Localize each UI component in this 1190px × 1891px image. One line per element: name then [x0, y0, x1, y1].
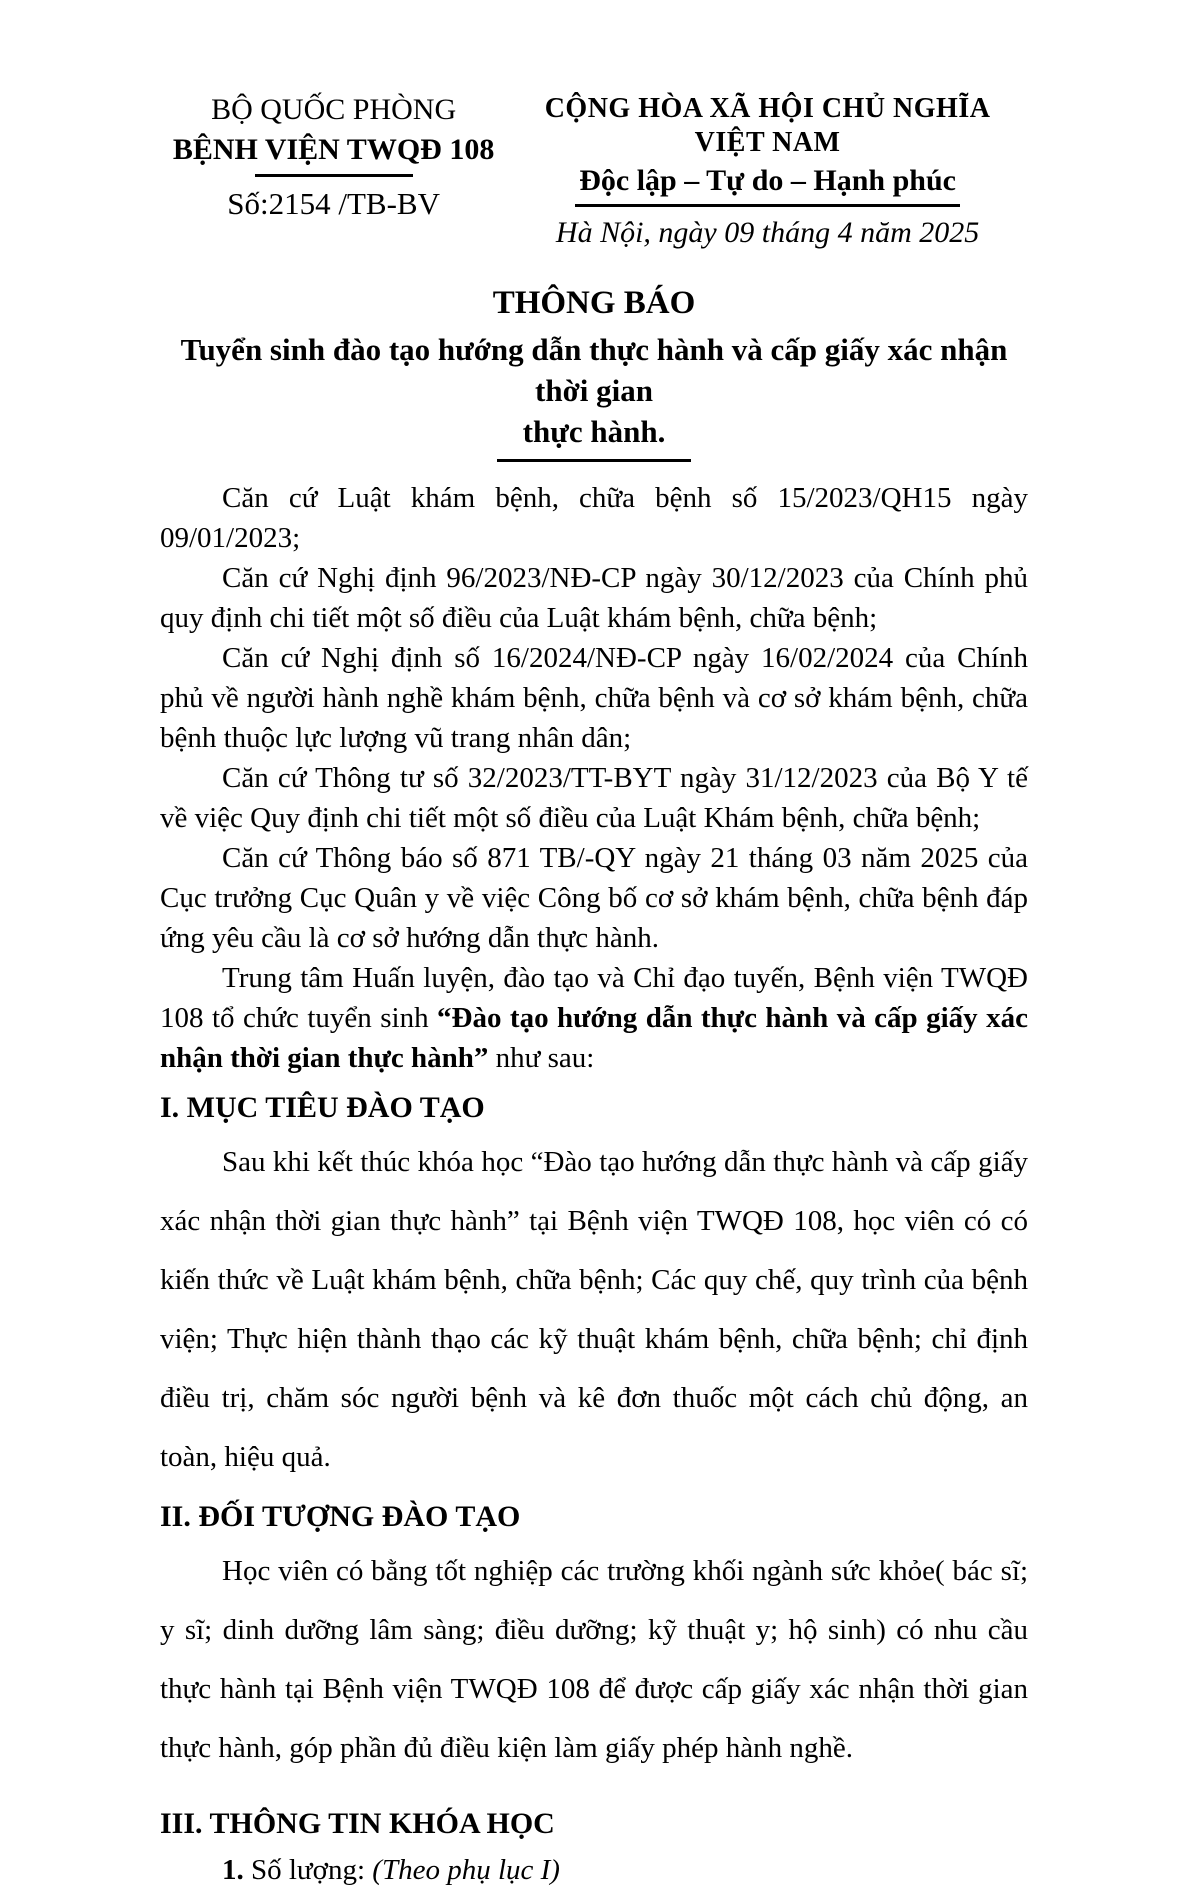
national-header-block — [507, 92, 1028, 250]
issuing-org-block — [160, 92, 507, 250]
subject-line-1: Tuyển sinh đào tạo hướng dẫn thực hành và cấp giấy xác nhận thời gian — [180, 331, 1008, 408]
document-subject — [160, 330, 1028, 462]
section-2-body: Học viên có bằng tốt nghiệp các trường khối ngành sức khỏe( bác sĩ; y sĩ; dinh dưỡng lâm sàng; điều dưỡng; kỹ thuật y; hộ sinh) có nhu cầu thực hành tại Bệnh viện TWQĐ 108 để được cấp giấy xác nhận thời gian thực hành, góp phần đủ điều kiện làm giấy phép hành nghề. — [160, 1554, 1028, 1764]
preamble-block — [160, 478, 1028, 1078]
place-and-date: Hà Nội, ngày 09 tháng 4 năm 2025 — [555, 216, 980, 250]
national-title: CỘNG HÒA XÃ HỘI CHỦ NGHĨA VIỆT NAM — [544, 93, 991, 158]
preamble-paragraph-3: Căn cứ Nghị định số 16/2024/NĐ-CP ngày 16/02/2024 của Chính phủ về người hành nghề khám bệnh, chữa bệnh và cơ sở khám bệnh, chữa bệnh thuộc lực lượng vũ trang nhân dân; — [160, 641, 1028, 754]
title-block — [160, 284, 1028, 461]
document-type-title: THÔNG BÁO — [492, 285, 696, 322]
section-3-item-1 — [160, 1849, 1028, 1891]
national-motto-wrap — [507, 163, 1028, 207]
national-motto: Độc lập – Tự do – Hạnh phúc — [575, 163, 960, 207]
section-3-heading: III. THÔNG TIN KHÓA HỌC — [160, 1806, 555, 1840]
document-header — [160, 92, 1028, 250]
section-1-body: Sau khi kết thúc khóa học “Đào tạo hướng dẫn thực hành và cấp giấy xác nhận thời gian thực hành” tại Bệnh viện TWQĐ 108, học viên có có kiến thức về Luật khám bệnh, chữa bệnh; Các quy chế, quy trình của bệnh viện; Thực hiện thành thạo các kỹ thuật khám bệnh, chữa bệnh; chỉ định điều trị, chăm sóc người bệnh và kê đơn thuốc một cách chủ động, an toàn, hiệu quả. — [160, 1145, 1028, 1473]
item-1-label: Số lượng: — [243, 1853, 373, 1886]
subject-line-2-wrap — [160, 412, 1028, 462]
section-2-heading: II. ĐỐI TƯỢNG ĐÀO TẠO — [160, 1499, 521, 1533]
org-underline — [255, 174, 413, 177]
section-1-heading: I. MỤC TIÊU ĐÀO TẠO — [160, 1090, 485, 1124]
parent-org-name: BỘ QUỐC PHÒNG — [211, 93, 457, 126]
preamble-paragraph-2: Căn cứ Nghị định 96/2023/NĐ-CP ngày 30/12/2023 của Chính phủ quy định chi tiết một số điều của Luật khám bệnh, chữa bệnh; — [160, 561, 1028, 634]
item-1-note: (Theo phụ lục I) — [372, 1853, 560, 1886]
intro-emphasis: “Đào tạo hướng dẫn thực hành và cấp giấy xác nhận thời gian thực hành” — [160, 1001, 1028, 1074]
item-1-number: 1. — [222, 1853, 244, 1886]
preamble-paragraph-5: Căn cứ Thông báo số 871 TB/-QY ngày 21 tháng 03 năm 2025 của Cục trưởng Cục Quân y về việc Công bố cơ sở khám bệnh, chữa bệnh đáp ứng yêu cầu là cơ sở hướng dẫn thực hành. — [160, 841, 1028, 954]
intro-lead: Trung tâm Huấn luyện, đào tạo và Chỉ đạo tuyến, Bệnh viện TWQĐ 108 tổ chức tuyển sinh — [160, 961, 1028, 1034]
intro-tail: như sau: — [488, 1041, 595, 1074]
preamble-paragraph-1: Căn cứ Luật khám bệnh, chữa bệnh số 15/2023/QH15 ngày 09/01/2023; — [160, 481, 1028, 554]
intro-paragraph — [160, 958, 1028, 1078]
preamble-paragraph-4: Căn cứ Thông tư số 32/2023/TT-BYT ngày 31/12/2023 của Bộ Y tế về việc Quy định chi tiết một số điều của Luật Khám bệnh, chữa bệnh; — [160, 761, 1028, 834]
document-number: Số:2154 /TB-BV — [227, 186, 440, 221]
subject-line-2: thực hành. — [497, 412, 692, 462]
org-name: BỆNH VIỆN TWQĐ 108 — [172, 133, 495, 166]
